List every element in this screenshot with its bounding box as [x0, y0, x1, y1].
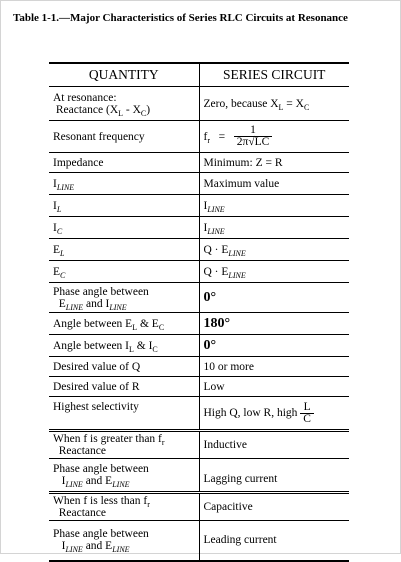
quantity-line	[53, 298, 195, 310]
quantity-cell: Resonant frequency	[49, 121, 199, 153]
table-row-resonant-frequency	[49, 121, 349, 153]
rlc-characteristics-table	[49, 62, 349, 562]
text: and I	[83, 297, 110, 310]
text: I	[53, 199, 57, 212]
subscript: L	[56, 204, 62, 214]
quantity-cell	[49, 283, 199, 313]
header-quantity: QUANTITY	[49, 63, 199, 87]
quantity-line	[53, 495, 195, 507]
value-cell: Minimum: Z = R	[199, 153, 349, 173]
subscript: LINE	[65, 302, 84, 312]
subscript: r	[207, 135, 211, 145]
quantity-cell	[49, 493, 199, 521]
subscript: r	[147, 500, 150, 509]
quantity-line	[53, 540, 195, 555]
lc-ratio-fraction	[300, 402, 314, 425]
value-cell	[199, 397, 349, 431]
table-header-row	[49, 63, 349, 87]
table-row-el	[49, 239, 349, 261]
table-row-selectivity	[49, 397, 349, 431]
subscript: L	[278, 102, 284, 112]
quantity-cell	[49, 173, 199, 195]
subscript: C	[152, 344, 158, 354]
text: )	[146, 103, 151, 116]
value-cell	[199, 195, 349, 217]
quantity-cell	[49, 313, 199, 335]
numerator: 1	[234, 125, 273, 137]
value-cell	[199, 121, 349, 153]
quantity-cell	[49, 87, 199, 121]
text: E	[53, 243, 61, 256]
subscript: LINE	[228, 270, 246, 280]
subscript: LINE	[56, 182, 75, 192]
subscript: LINE	[65, 480, 83, 489]
subscript: r	[161, 438, 165, 447]
value-cell: Lagging current	[199, 459, 349, 493]
subscript: LINE	[109, 302, 127, 312]
value-cell: Leading current	[199, 521, 349, 561]
denominator: C	[303, 412, 311, 425]
subscript: C	[158, 322, 165, 332]
value-cell	[199, 217, 349, 239]
text: E	[58, 297, 66, 310]
text: When f is less than f	[53, 495, 148, 507]
subscript: L	[132, 322, 138, 332]
value-cell: Maximum value	[199, 173, 349, 195]
quantity-cell	[49, 261, 199, 283]
value-cell: Low	[199, 377, 349, 397]
quantity-line	[53, 507, 195, 519]
text: Angle between E	[53, 317, 133, 330]
table-caption: Table 1-1.—Major Characteristics of Series RLC Circuits at Resonance	[13, 12, 348, 24]
quantity-cell	[49, 335, 199, 357]
quantity-line: Phase angle between	[53, 528, 149, 541]
denominator: 2π√LC	[236, 136, 270, 148]
subscript: LINE	[112, 545, 130, 555]
table-row-phase-greater	[49, 459, 349, 493]
value-cell	[199, 239, 349, 261]
table-row-greater-than	[49, 431, 349, 459]
table-row-phase-angle	[49, 283, 349, 313]
table-row-ic	[49, 217, 349, 239]
text: Q · E	[203, 265, 229, 278]
quantity-line: Phase angle between	[53, 285, 149, 298]
value-cell: 180°	[199, 313, 349, 335]
text: I	[203, 221, 208, 234]
equals-sign: =	[218, 130, 226, 143]
quantity-cell	[49, 459, 199, 493]
table-row-ec	[49, 261, 349, 283]
text: Angle between I	[53, 339, 129, 352]
quantity-cell	[49, 217, 199, 239]
quantity-cell	[49, 521, 199, 561]
value-cell	[199, 87, 349, 121]
quantity-cell: Highest selectivity	[49, 397, 199, 431]
subscript: C	[140, 108, 147, 118]
value-cell: 10 or more	[199, 357, 349, 377]
quantity-line: Phase angle between	[53, 463, 149, 475]
value-cell	[199, 261, 349, 283]
text: Q · E	[203, 243, 229, 256]
table-row-iline	[49, 173, 349, 195]
quantity-line	[53, 445, 195, 457]
text: Reactance (X	[55, 103, 119, 116]
table-row-il	[49, 195, 349, 217]
quantity-cell: Desired value of R	[49, 377, 199, 397]
quantity-cell	[49, 239, 199, 261]
text: Reactance	[58, 507, 106, 519]
quantity-line	[53, 433, 195, 445]
subscript: L	[60, 248, 65, 258]
text: I	[53, 221, 57, 234]
value-cell: 0°	[199, 283, 349, 313]
value-cell: 0°	[199, 335, 349, 357]
text: & I	[133, 339, 153, 352]
text: High Q, low R, high	[203, 407, 298, 419]
text: = X	[283, 97, 304, 110]
table-row-angle-i	[49, 335, 349, 357]
table-row-phase-less	[49, 521, 349, 561]
quantity-cell	[49, 431, 199, 459]
text: & E	[137, 317, 159, 330]
text: I	[61, 540, 66, 553]
subscript: L	[129, 344, 134, 354]
text: f	[203, 130, 208, 143]
quantity-cell: Impedance	[49, 153, 199, 173]
subscript: C	[303, 102, 310, 112]
subscript: C	[60, 270, 66, 280]
table-row-angle-e	[49, 313, 349, 335]
subscript: LINE	[65, 545, 83, 555]
subscript: LINE	[228, 248, 246, 258]
text: Zero, because X	[203, 97, 279, 110]
subscript: C	[56, 226, 63, 236]
text: I	[61, 475, 66, 487]
quantity-line: At resonance:	[53, 91, 117, 104]
text: I	[203, 199, 208, 212]
formula-lhs	[204, 131, 211, 143]
subscript: LINE	[112, 480, 130, 489]
text: and E	[82, 475, 113, 487]
value-cell: Capacitive	[199, 493, 349, 521]
value-cell: Inductive	[199, 431, 349, 459]
text: and E	[82, 540, 113, 553]
subscript: L	[118, 108, 124, 118]
quantity-line	[53, 475, 195, 487]
table-row-reactance	[49, 87, 349, 121]
text: I	[53, 177, 57, 190]
table-row-less-than	[49, 493, 349, 521]
resonance-fraction	[234, 125, 273, 148]
header-series-circuit: SERIES CIRCUIT	[199, 63, 349, 87]
quantity-cell: Desired value of Q	[49, 357, 199, 377]
numerator: L	[300, 402, 314, 414]
table-row-impedance	[49, 153, 349, 173]
table-row-desired-q	[49, 357, 349, 377]
quantity-line	[53, 104, 195, 116]
quantity-cell	[49, 195, 199, 217]
text: When f is greater than f	[53, 433, 162, 445]
text: Reactance	[58, 445, 106, 457]
subscript: LINE	[207, 226, 225, 236]
table-row-desired-r	[49, 377, 349, 397]
subscript: LINE	[207, 204, 225, 214]
text: - X	[123, 103, 141, 116]
text: E	[53, 265, 61, 278]
